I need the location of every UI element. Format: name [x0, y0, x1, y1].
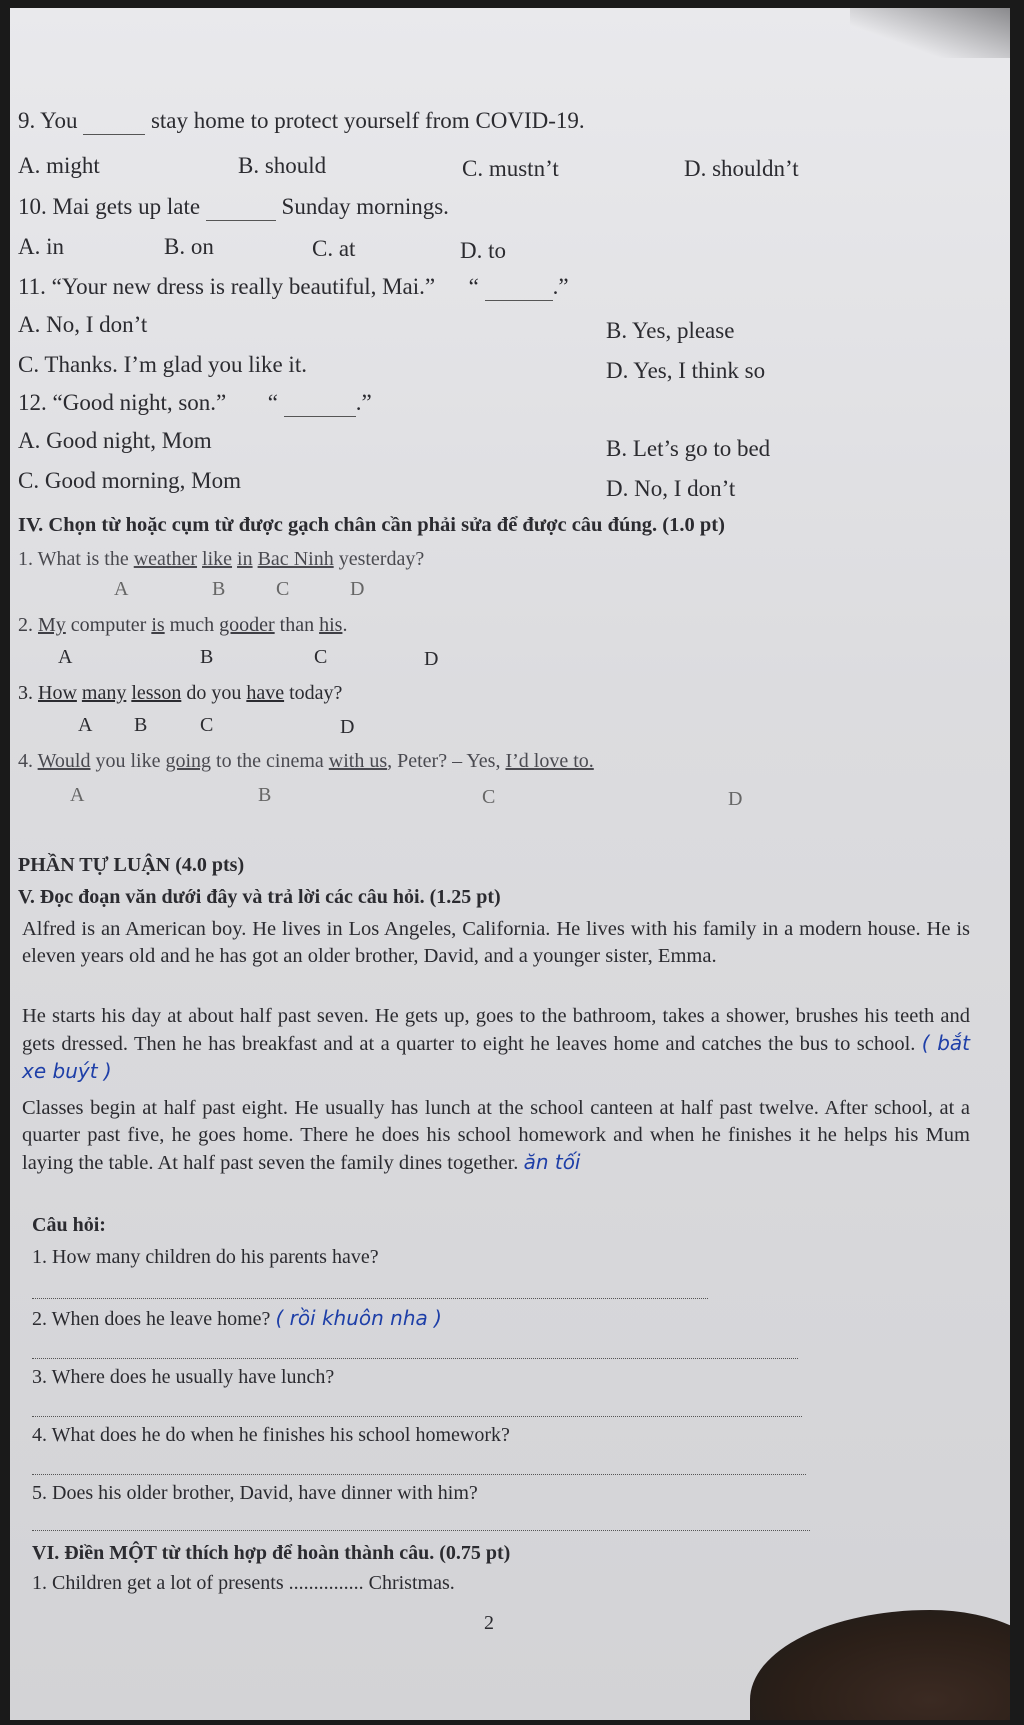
passage-paragraph-2: He starts his day at about half past seven. He gets up, goes to the bathroom, takes a shower, brushes his teeth and gets dressed. Then he has breakfast and at a quarter to eight he leaves home and catches the bus to school. ( bắt xe buýt )	[22, 1005, 971, 1083]
section-6-title: VI. Điền MỘT từ thích hợp để hoàn thành câu. (0.75 pt)	[32, 1542, 511, 1564]
question-11-stem: 11. “Your new dress is really beautiful, Mai.” “ .”	[18, 274, 569, 299]
label-c: C	[314, 646, 328, 668]
answer-blank: ...............	[288, 1572, 364, 1594]
answer-line	[32, 1474, 806, 1475]
label-d: D	[728, 788, 743, 810]
question-12-stem: 12. “Good night, son.” “ .”	[18, 390, 372, 415]
q10-option-c: C. at	[312, 236, 356, 261]
q9-option-a: A. might	[18, 153, 100, 178]
q10-option-d: D. to	[460, 238, 506, 263]
question-9-stem: 9. You stay home to protect yourself from COVID-19.	[18, 108, 585, 133]
passage-paragraph-3: Classes begin at half past eight. He usually has lunch at the school canteen at half past twelve. After school, at a quarter past five, he goes home. There he does his school homework and when he finishes it he helps his Mum laying the table. At half past seven the family dines together. ăn tối	[22, 1097, 970, 1174]
label-b: B	[200, 646, 214, 668]
reading-question-5: 5. Does his older brother, David, have dinner with him?	[32, 1482, 478, 1504]
error-sentence-4: 4. Would you like going to the cinema with us, Peter? – Yes, I’d love to.	[18, 750, 594, 772]
label-b: B	[134, 714, 148, 736]
q12-option-b: B. Let’s go to bed	[606, 436, 771, 461]
answer-blank	[206, 194, 276, 221]
q10-option-b: B. on	[164, 234, 214, 259]
q12-option-d: D. No, I don’t	[606, 476, 736, 501]
answer-blank	[83, 108, 145, 135]
label-b: B	[212, 578, 226, 600]
page-number: 2	[484, 1612, 494, 1634]
error-sentence-3: 3. How many lesson do you have today?	[18, 682, 343, 704]
q11-option-c: C. Thanks. I’m glad you like it.	[18, 352, 307, 377]
answer-line	[32, 1358, 798, 1359]
reading-question-4: 4. What does he do when he finishes his school homework?	[32, 1424, 510, 1446]
q10-option-a: A. in	[18, 234, 64, 259]
question-10-stem: 10. Mai gets up late Sunday mornings.	[18, 194, 449, 219]
label-a: A	[78, 714, 93, 736]
section-4-title: IV. Chọn từ hoặc cụm từ được gạch chân cần phải sửa để được câu đúng. (1.0 pt)	[18, 514, 725, 536]
q9-option-d: D. shouldn’t	[684, 156, 799, 181]
reading-question-2: 2. When does he leave home? ( rồi khuôn nha )	[32, 1306, 442, 1330]
error-sentence-1: 1. What is the weather like in Bac Ninh yesterday?	[18, 548, 425, 570]
reading-question-1: 1. How many children do his parents have?	[32, 1246, 379, 1268]
thumb-shadow	[750, 1610, 1010, 1720]
label-d: D	[424, 648, 439, 670]
answer-line	[32, 1298, 708, 1299]
answer-blank	[284, 390, 356, 417]
label-d: D	[350, 578, 365, 600]
section-5-title: V. Đọc đoạn văn dưới đây và trả lời các câu hỏi. (1.25 pt)	[18, 886, 501, 908]
q11-option-a: A. No, I don’t	[18, 312, 148, 337]
passage-paragraph-1: Alfred is an American boy. He lives in Los Angeles, California. He lives with his family in a modern house. He is eleven years old and he has got an older brother, David, and a younger sister, Emma.	[22, 918, 970, 967]
reading-question-3: 3. Where does he usually have lunch?	[32, 1366, 335, 1388]
essay-title: PHẦN TỰ LUẬN (4.0 pts)	[18, 854, 245, 876]
label-a: A	[70, 784, 85, 806]
answer-line	[32, 1416, 802, 1417]
label-d: D	[340, 716, 355, 738]
label-a: A	[58, 646, 73, 668]
label-c: C	[482, 786, 496, 808]
q11-option-d: D. Yes, I think so	[606, 358, 766, 383]
q11-option-b: B. Yes, please	[606, 318, 735, 343]
answer-line	[32, 1530, 810, 1531]
q9-option-c: C. mustn’t	[462, 156, 559, 181]
label-a: A	[114, 578, 129, 600]
label-c: C	[200, 714, 214, 736]
page-shadow	[850, 8, 1010, 58]
q12-option-c: C. Good morning, Mom	[18, 468, 241, 493]
q9-option-b: B. should	[238, 153, 327, 178]
handwritten-note: ( rồi khuôn nha )	[275, 1306, 442, 1330]
label-b: B	[258, 784, 272, 806]
handwritten-note: ăn tối	[523, 1150, 581, 1174]
questions-label: Câu hỏi:	[32, 1214, 106, 1236]
error-sentence-2: 2. My computer is much gooder than his.	[18, 614, 348, 636]
q12-option-a: A. Good night, Mom	[18, 428, 212, 453]
label-c: C	[276, 578, 290, 600]
answer-blank	[485, 274, 553, 301]
fill-sentence-1: 1. Children get a lot of presents ............... Christmas.	[32, 1572, 455, 1594]
handwritten-note: ( bắt xe buýt )	[22, 1031, 971, 1083]
worksheet-page	[10, 8, 1010, 1720]
